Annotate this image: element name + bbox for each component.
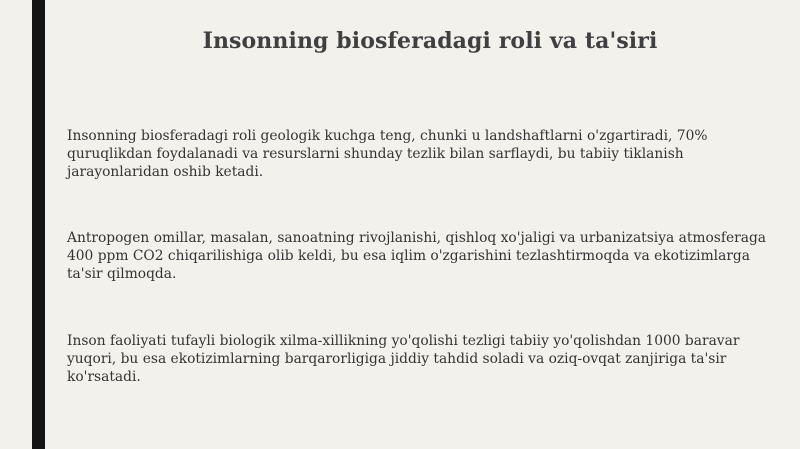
slide-title: Insonning biosferadagi roli va ta'siri	[202, 28, 658, 54]
paragraph-anthropogen-factors: Antropogen omillar, masalan, sanoatning rivojlanishi, qishloq xo'jaligi va urbanizatsiya atmosferaga 400 ppm CO2 chiqarilishiga olib keldi, bu esa iqlim o'zgarishini tezlashtirmoqda va ekotizimlarga ta'sir qilmoqda.	[67, 230, 767, 282]
left-accent-bar	[32, 0, 45, 449]
paragraph-human-role: Insonning biosferadagi roli geologik kuchga teng, chunki u landshaftlarni o'zgartiradi, 70% quruqlikdan foydalanadi va resurslarni shunday tezlik bilan sarflaydi, bu tabiiy tiklanish jarayonlaridan oshib ketadi.	[67, 128, 708, 180]
paragraph-biodiversity-loss: Inson faoliyati tufayli biologik xilma-xillikning yo'qolishi tezligi tabiiy yo'qolishdan 1000 baravar yuqori, bu esa ekotizimlarning barqarorligiga jiddiy tahdid soladi va oziq-ovqat zanjiriga ta'sir ko'rsatadi.	[67, 333, 740, 385]
